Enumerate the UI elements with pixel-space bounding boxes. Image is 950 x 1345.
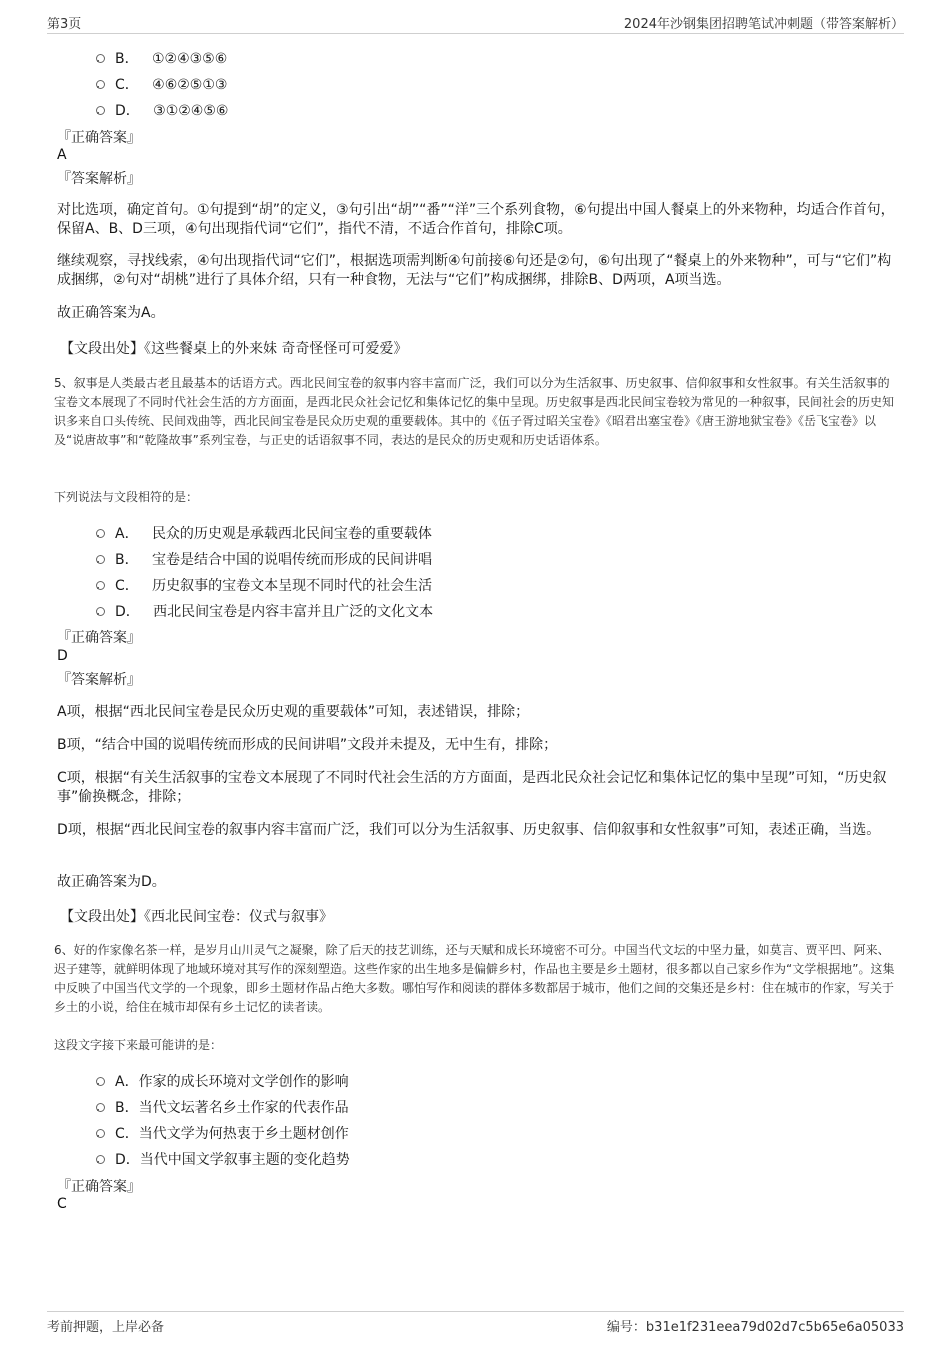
q6-answer: C [57,1196,67,1212]
q5-option-c[interactable]: C． 历史叙事的宝卷文本呈现不同时代的社会生活 [96,575,432,595]
q6-option-b[interactable]: B．当代文坛著名乡土作家的代表作品 [96,1097,349,1117]
q4-option-c[interactable]: C． ④⑥②⑤①③ [96,74,227,94]
q5-analysis-1: A项，根据“西北民间宝卷是民众历史观的重要载体”可知，表述错误，排除； [57,704,530,720]
q5-source: 【文段出处】《西北民间宝卷：仪式与叙事》 [60,909,333,925]
document-title: 2024年沙钢集团招聘笔试冲刺题（带答案解析） [623,17,904,32]
q5-analysis-label: 『答案解析』 [57,672,141,688]
q4-analysis-label: 『答案解析』 [57,171,141,187]
q5-stem: 5、叙事是人类最古老且最基本的话语方式。西北民间宝卷的叙事内容丰富而广泛，我们可以分为生活叙事、历史叙事、信仰叙事和女性叙事。有关生活叙事的宝卷文本展现了不同时代社会生活的方方面面，是西北民众社会记忆和集体记忆的集中呈现。历史叙事是西北民间宝卷较为常见的一种叙事，民间社会的历史知识多来自口头传统、民间戏曲等，西北民间宝卷是民众历史观的重要载体。其中的《伍子胥过昭关宝卷》《昭君出塞宝卷》《唐王游地狱宝卷》《岳飞宝卷》以及“说唐故事”和“乾隆故事”系列宝卷，与正史的话语叙事不同，表达的是民众的历史观和历史话语体系。 [54,376,895,447]
q6-option-c[interactable]: C．当代文学为何热衷于乡土题材创作 [96,1123,349,1143]
radio-icon[interactable] [96,529,105,538]
q6-option-a[interactable]: A．作家的成长环境对文学创作的影响 [96,1071,349,1091]
radio-icon[interactable] [96,1103,105,1112]
q6-option-d[interactable]: D．当代中国文学叙事主题的变化趋势 [96,1149,350,1169]
q5-analysis-5: 故正确答案为D。 [57,874,166,890]
q4-source: 【文段出处】《这些餐桌上的外来妹 奇奇怪怪可可爱爱》 [60,341,408,357]
page-footer [47,1311,904,1334]
q5-option-a[interactable]: A． 民众的历史观是承载西北民间宝卷的重要载体 [96,523,432,543]
radio-icon[interactable] [96,555,105,564]
document-id: 编号：b31e1f231eea79d02d7c5b65e6a05033 [606,1320,904,1335]
q5-analysis-3: C项，根据“有关生活叙事的宝卷文本展现了不同时代社会生活的方方面面，是西北民众社会记忆和集体记忆的集中呈现”可知，“历史叙事”偷换概念，排除； [57,770,887,805]
q4-analysis-2: 继续观察，寻找线索，④句出现指代词“它们”，根据选项需判断④句前接⑥句还是②句，⑥句出现了“餐桌上的外来物种”，可与“它们”构成捆绑，②句对“胡桃”进行了具体介绍，只有一种食物，无法与“它们”构成捆绑，排除B、D两项，A项当选。 [57,253,892,288]
q5-option-b[interactable]: B． 宝卷是结合中国的说唱传统而形成的民间讲唱 [96,549,432,569]
q4-answer: A [57,147,67,163]
q5-answer: D [57,648,68,664]
q5-analysis-4: D项，根据“西北民间宝卷的叙事内容丰富而广泛，我们可以分为生活叙事、历史叙事、信仰叙事和女性叙事”可知，表述正确，当选。 [57,822,881,838]
radio-icon[interactable] [96,106,105,115]
radio-icon[interactable] [96,607,105,616]
q4-option-d[interactable]: D． ③①②④⑤⑥ [96,100,228,120]
footer-slogan: 考前押题，上岸必备 [47,1320,165,1335]
q4-analysis-1: 对比选项，确定首句。①句提到“胡”的定义，③句引出“胡”“番”“洋”三个系列食物，⑥句提出中国人餐桌上的外来物种，均适合作首句，保留A、B、D三项，④句出现指代词“它们”，指代不清，不适合作首句，排除C项。 [57,202,895,237]
q4-analysis-3: 故正确答案为A。 [57,305,165,321]
radio-icon[interactable] [96,1155,105,1164]
q5-option-d[interactable]: D． 西北民间宝卷是内容丰富并且广泛的文化文本 [96,601,433,621]
radio-icon[interactable] [96,581,105,590]
radio-icon[interactable] [96,54,105,63]
q6-answer-label: 『正确答案』 [57,1179,141,1195]
q6-prompt: 这段文字接下来最可能讲的是： [54,1038,223,1052]
radio-icon[interactable] [96,80,105,89]
radio-icon[interactable] [96,1129,105,1138]
q4-option-b[interactable]: B． ①②④③⑤⑥ [96,48,227,68]
radio-icon[interactable] [96,1077,105,1086]
q5-analysis-2: B项，“结合中国的说唱传统而形成的民间讲唱”文段并未提及，无中生有，排除； [57,737,558,753]
page-header [47,13,904,34]
q5-answer-label: 『正确答案』 [57,630,141,646]
q5-prompt: 下列说法与文段相符的是： [54,490,199,504]
q4-answer-label: 『正确答案』 [57,130,141,146]
page-number: 第3页 [47,17,82,32]
q6-stem: 6、好的作家像名茶一样，是岁月山川灵气之凝聚，除了后天的技艺训练，还与天赋和成长环境密不可分。中国当代文坛的中坚力量，如莫言、贾平凹、阿来、迟子建等，就鲜明体现了地域环境对其写作的深刻塑造。这些作家的出生地多是偏僻乡村，作品也主要是乡土题材，很多都以自己家乡作为“文学根据地”。这集中反映了中国当代文学的一个现象，即乡土题材作品占绝大多数。哪怕写作和阅读的群体多数都居于城市，他们之间的交集还是乡村：住在城市的作家，写关于乡土的小说，给住在城市却保有乡土记忆的读者读。 [54,943,895,1014]
